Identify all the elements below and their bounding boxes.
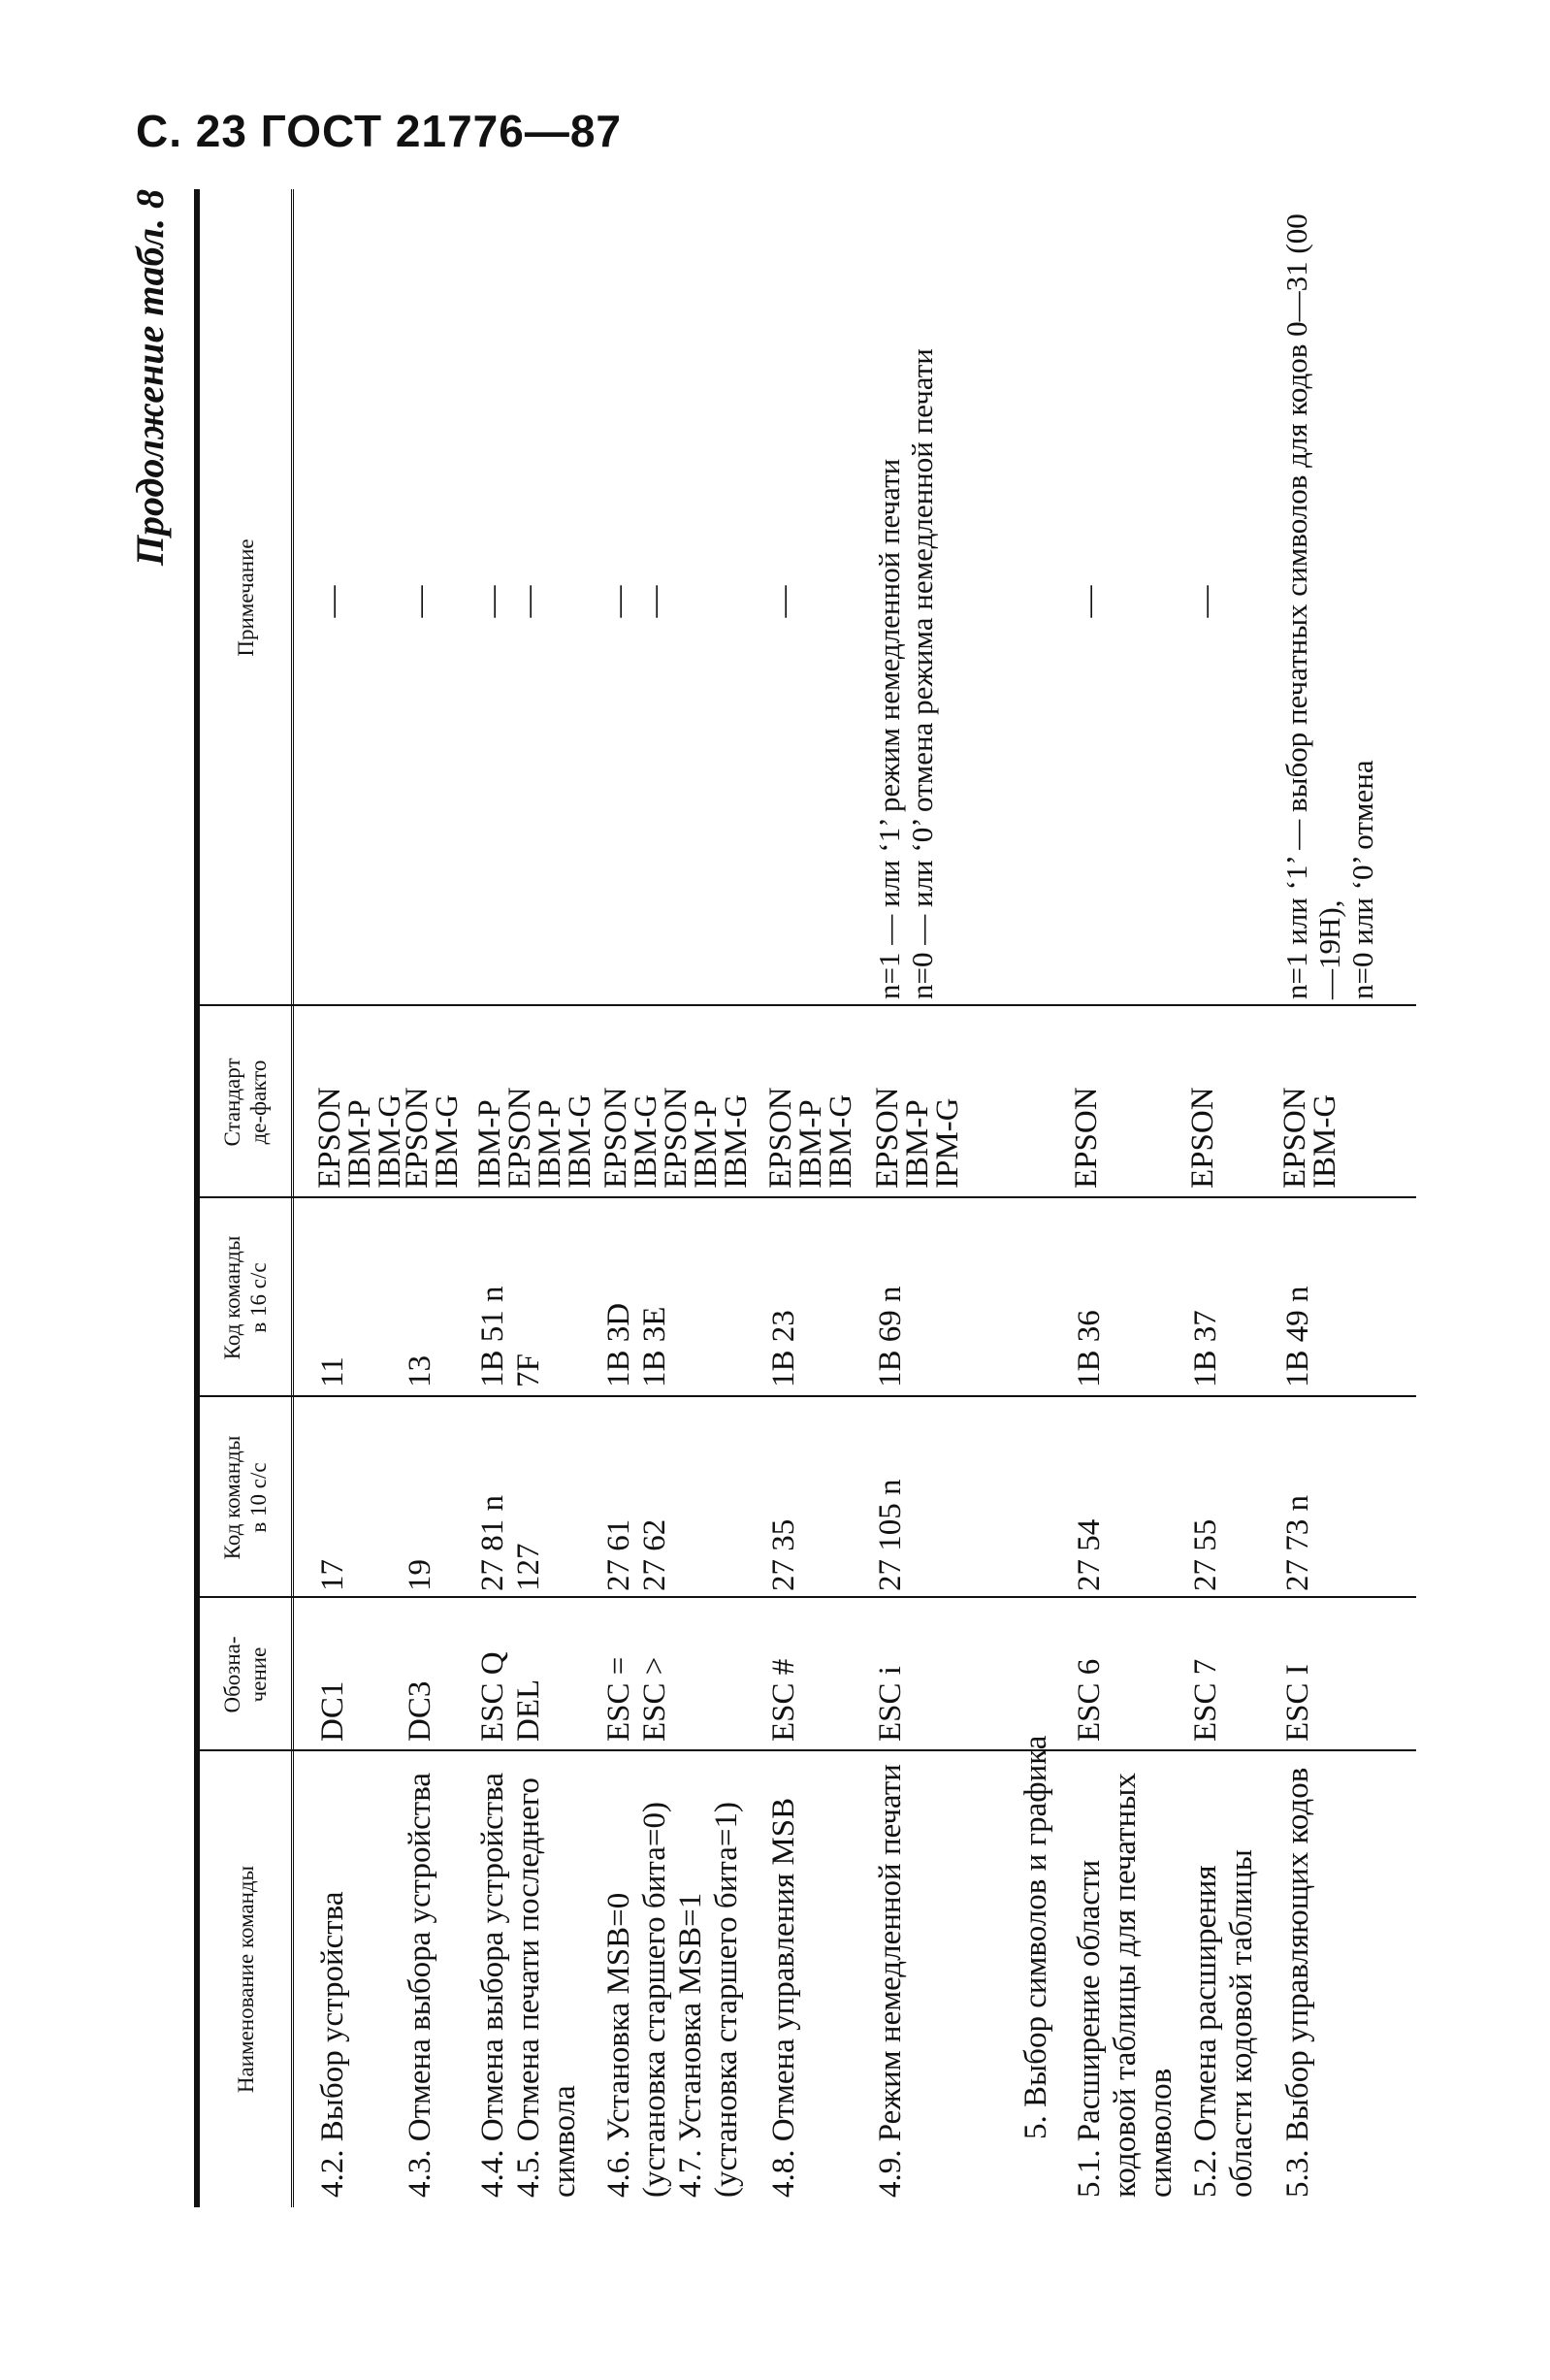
cell-hex: 1B 51 n 7F	[475, 1286, 546, 1387]
col-header-note: Примечание	[233, 538, 258, 657]
cell-name: 5.2. Отмена расширения области кодовой таблицы	[1188, 1849, 1259, 2198]
cell-hex: 1B 69 n	[873, 1286, 908, 1387]
cell-note: —	[1072, 585, 1107, 618]
cell-standard: EPSON IBM-P IBM-G	[763, 1087, 858, 1189]
cell-note: — —	[601, 585, 672, 618]
cell-standard: EPSON IBM-G	[400, 1087, 465, 1189]
cell-dec: 27 35	[766, 1518, 801, 1591]
column-divider	[194, 1004, 1416, 1006]
cell-dec: 27 54	[1072, 1518, 1107, 1591]
cell-name: 4.3. Отмена выбора устройства	[403, 1772, 437, 2198]
cell-note: —	[403, 585, 437, 618]
cell-name: 4.9. Режим немедленной печати	[873, 1764, 908, 2198]
table-caption: Продолжение табл. 8	[128, 189, 172, 567]
cell-designation: DC3	[403, 1680, 437, 1742]
cell-designation: ESC i	[873, 1666, 908, 1742]
cell-note: —	[315, 585, 350, 618]
cell-dec: 27 73 n	[1280, 1495, 1315, 1591]
cell-name: 4.6. Установка MSB=0 (установка старшего бита=0) 4.7. Установка MSB=1 (установка старшего бита=1)	[601, 1802, 744, 2198]
cell-name: 5.1. Расширение области кодовой таблицы для печатных символов	[1072, 1773, 1179, 2198]
section-heading: 5. Выбор символов и графика	[1018, 1735, 1053, 2139]
cell-note: —	[1188, 585, 1223, 618]
rotated-table-area	[116, 189, 1416, 2207]
cell-note: n=1 — или ‘1’ режим немедленной печати n=0 — или ‘0’ отмена режима немедленной печати	[872, 348, 939, 999]
cell-name: 4.2. Выбор устройства	[315, 1891, 350, 2198]
cell-hex: 13	[403, 1355, 437, 1387]
cell-designation: ESC = ESC >	[601, 1656, 672, 1742]
column-divider	[194, 1596, 1416, 1598]
cell-name: 4.8. Отмена управления MSB	[766, 1797, 801, 2198]
cell-designation: ESC #	[766, 1658, 801, 1742]
cell-designation: ESC 7	[1188, 1658, 1223, 1742]
header-rule	[291, 189, 294, 2207]
col-header-standard: Стандарт де-факто	[220, 1058, 271, 1147]
col-header-name: Наименование команды	[233, 1865, 258, 2094]
cell-hex: 1B 37	[1188, 1310, 1223, 1387]
cell-dec: 27 81 n 127	[475, 1495, 546, 1591]
cell-standard: EPSON IBM-P IBM-G	[312, 1087, 407, 1189]
cell-designation: ESC Q DEL	[475, 1651, 546, 1742]
cell-hex: 11	[315, 1356, 350, 1387]
table-top-rule	[194, 189, 200, 2207]
command-table	[194, 189, 1416, 2207]
column-divider	[194, 1749, 1416, 1751]
cell-hex: 1B 3D 1B 3E	[601, 1302, 672, 1387]
cell-standard: IBM-P EPSON IBM-P IBM-G	[472, 1087, 597, 1189]
column-divider	[194, 1196, 1416, 1198]
col-header-dec: Код команды в 10 с/с	[220, 1435, 271, 1560]
cell-name: 4.4. Отмена выбора устройства 4.5. Отмена печати последнего символа	[475, 1772, 582, 2198]
cell-standard: EPSON IBM-G	[1277, 1087, 1342, 1189]
cell-standard: EPSON IBM-G EPSON IBM-P IBM-G	[598, 1087, 754, 1189]
col-header-designation: Обозна- чение	[220, 1636, 271, 1713]
cell-note: — —	[475, 585, 546, 618]
cell-hex: 1B 49 n	[1280, 1286, 1315, 1387]
cell-standard: EPSON IBM-P IPM-G	[870, 1087, 965, 1189]
cell-dec: 17	[315, 1559, 350, 1591]
cell-designation: DC1	[315, 1680, 350, 1742]
cell-dec: 27 55	[1188, 1518, 1223, 1591]
col-header-hex: Код команды в 16 с/с	[220, 1235, 271, 1360]
cell-hex: 1B 36	[1072, 1310, 1107, 1387]
page-header: С. 23 ГОСТ 21776—87	[136, 106, 623, 156]
cell-hex: 1B 23	[766, 1310, 801, 1387]
column-divider	[194, 1395, 1416, 1397]
cell-designation: ESC 6	[1072, 1658, 1107, 1742]
cell-dec: 19	[403, 1559, 437, 1591]
cell-dec: 27 105 n	[873, 1479, 908, 1591]
cell-dec: 27 61 27 62	[601, 1518, 672, 1591]
cell-standard: EPSON	[1185, 1087, 1220, 1189]
cell-note: —	[766, 585, 801, 618]
cell-note: n=1 или ‘1’ — выбор печатных символов для кодов 0—31 (00—19H), n=0 или ‘0’ отмена	[1279, 213, 1379, 999]
cell-name: 5.3. Выбор управляющих кодов	[1280, 1767, 1315, 2198]
cell-standard: EPSON	[1069, 1087, 1104, 1189]
cell-designation: ESC I	[1280, 1664, 1315, 1742]
